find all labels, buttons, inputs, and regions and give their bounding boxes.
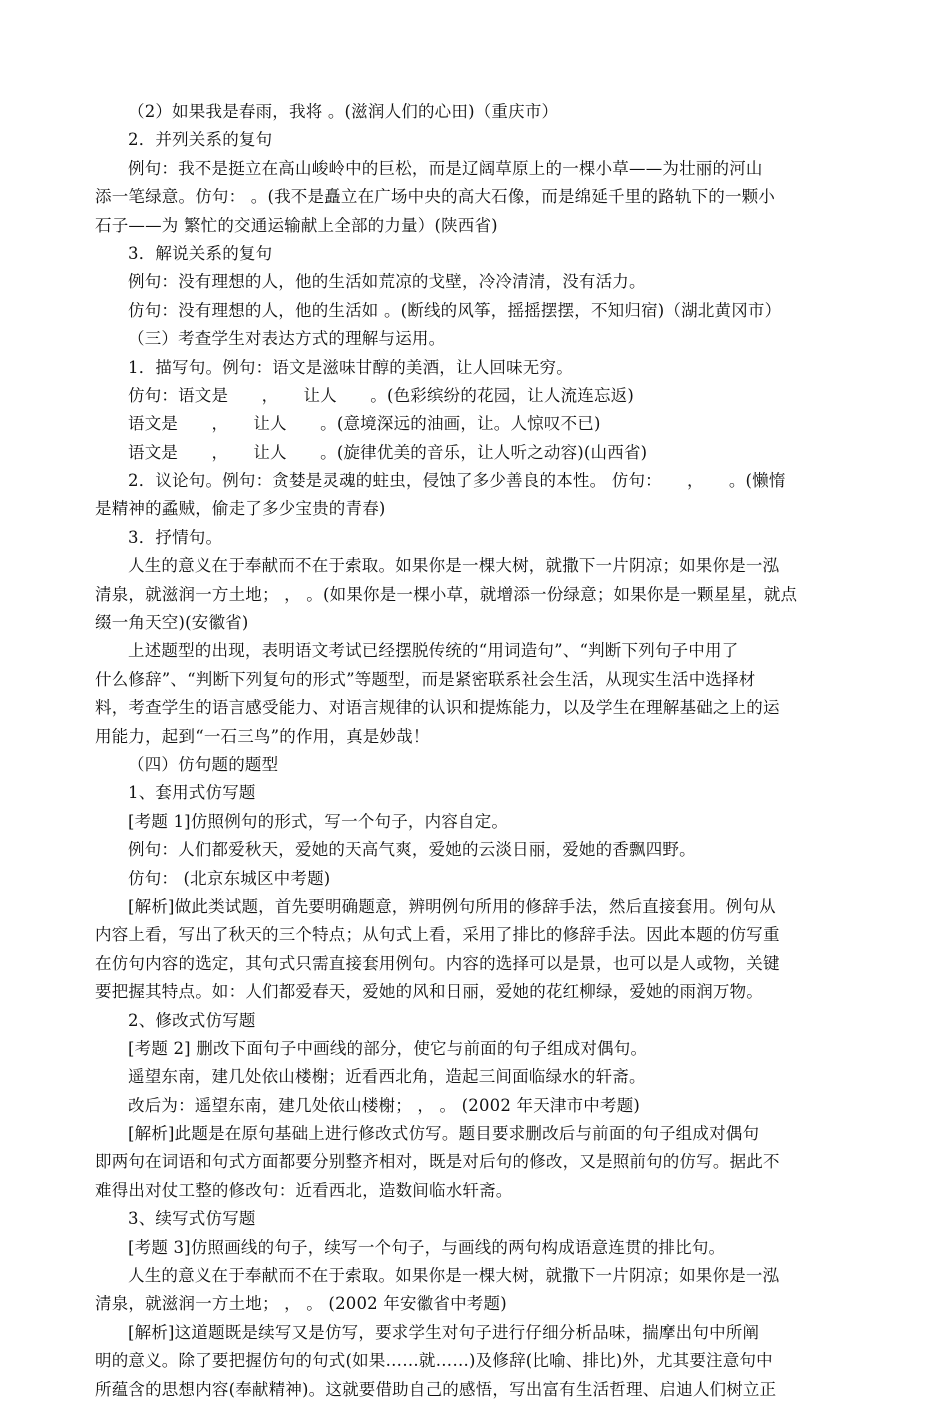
text-line: 3．抒情句。 [128, 527, 223, 547]
text-line: 石子——为 繁忙的交通运输献上全部的力量）(陕西省) [95, 215, 498, 235]
text-line: 仿句：没有理想的人，他的生活如 。(断线的风筝，摇摇摆摆，不知归宿)（湖北黄冈市） [128, 300, 782, 320]
text-line: 2．议论句。例句：贪婪是灵魂的蛀虫，侵蚀了多少善良的本性。 仿句： ， 。(懒惰 [128, 471, 786, 491]
text-line: 所蕴含的思想内容(奉献精神)。这就要借助自己的感悟，写出富有生活哲理、启迪人们树立正 [95, 1379, 777, 1399]
text-line: 例句：我不是挺立在高山峻岭中的巨松，而是辽阔草原上的一棵小草——为壮丽的河山 [128, 158, 763, 178]
text-line: 1．描写句。例句：语文是滋味甘醇的美酒，让人回味无穷。 [128, 357, 573, 377]
text-line: 在仿句内容的选定，其句式只需直接套用例句。内容的选择可以是景，也可以是人或物，关键 [95, 953, 780, 973]
text-line: [解析]做此类试题，首先要明确题意，辨明例句所用的修辞手法，然后直接套用。例句从 [128, 896, 776, 916]
text-line: [考题 2] 删改下面句子中画线的部分，使它与前面的句子组成对偶句。 [128, 1038, 648, 1058]
document-page [95, 98, 863, 1404]
text-line: 料，考查学生的语言感受能力、对语言规律的认识和提炼能力，以及学生在理解基础之上的运 [95, 698, 780, 718]
text-line: 2．并列关系的复句 [128, 130, 273, 150]
text-line: 清泉，就滋润一方土地； ， 。 (2002 年安徽省中考题) [95, 1294, 507, 1314]
text-line: 语文是 ， 让人 。(意境深远的油画，让。人惊叹不已) [128, 414, 601, 434]
text-line: 上述题型的出现，表明语文考试已经摆脱传统的“用词造句”、“判断下列句子中用了 [128, 641, 739, 661]
text-line: 改后为：遥望东南，建几处依山楼榭； ， 。 (2002 年天津市中考题) [128, 1095, 641, 1115]
text-line: [解析]此题是在原句基础上进行修改式仿写。题目要求删改后与前面的句子组成对偶句 [128, 1124, 760, 1144]
text-line: 什么修辞”、“判断下列复句的形式”等题型，而是紧密联系社会生活，从现实生活中选择材 [95, 669, 756, 689]
text-line: 2、修改式仿写题 [128, 1010, 256, 1030]
text-line: 添一笔绿意。仿句： 。(我不是矗立在广场中央的高大石像，而是绵延千里的路轨下的一颗小 [95, 187, 776, 207]
text-line: 即两句在词语和句式方面都要分别整齐相对，既是对后句的修改，又是照前句的仿写。据此不 [95, 1152, 780, 1172]
text-line: 内容上看，写出了秋天的三个特点；从句式上看，采用了排比的修辞手法。因此本题的仿写重 [95, 925, 780, 945]
text-line: [考题 1]仿照例句的形式，写一个句子，内容自定。 [128, 811, 509, 831]
text-line: 语文是 ， 让人 。(旋律优美的音乐，让人听之动容)(山西省) [128, 442, 648, 462]
text-line: 人生的意义在于奉献而不在于索取。如果你是一棵大树，就撒下一片阴凉；如果你是一泓 [128, 1266, 780, 1286]
text-line: 要把握其特点。如：人们都爱春天，爱她的风和日丽，爱她的花红柳绿，爱她的雨润万物。 [95, 982, 763, 1002]
text-line: 3．解说关系的复句 [128, 243, 273, 263]
text-line: （四）仿句题的题型 [128, 754, 279, 774]
text-line: 例句：人们都爱秋天，爱她的天高气爽，爱她的云淡日丽，爱她的香飘四野。 [128, 840, 696, 860]
text-line: 明的意义。除了要把握仿句的句式(如果……就……)及修辞(比喻、排比)外，尤其要注意句中 [95, 1351, 773, 1371]
text-line: 例句：没有理想的人，他的生活如荒凉的戈壁，冷冷清清，没有活力。 [128, 272, 646, 292]
text-line: 缀一角天空)(安徽省) [95, 613, 249, 633]
text-line: 仿句： (北京东城区中考题) [128, 868, 331, 888]
text-line: 1、套用式仿写题 [128, 783, 256, 803]
text-line: 仿句：语文是 ， 让人 。(色彩缤纷的花园，让人流连忘返) [128, 385, 635, 405]
text-line: [解析]这道题既是续写又是仿写，要求学生对句子进行仔细分析品味，揣摩出句中所阐 [128, 1322, 760, 1342]
text-line: 用能力，起到“一石三鸟”的作用，真是妙哉！ [95, 726, 430, 746]
text-line: 人生的意义在于奉献而不在于索取。如果你是一棵大树，就撒下一片阴凉；如果你是一泓 [128, 556, 780, 576]
text-line: （2）如果我是春雨，我将 。(滋润人们的心田)（重庆市） [128, 102, 559, 121]
text-line: 遥望东南，建几处依山楼榭；近看西北角，造起三间面临绿水的轩斋。 [128, 1067, 646, 1087]
text-line: 3、续写式仿写题 [128, 1209, 256, 1229]
text-line: [考题 3]仿照画线的句子，续写一个句子，与画线的两句构成语意连贯的排比句。 [128, 1237, 726, 1257]
text-line: 是精神的蟊贼，偷走了多少宝贵的青春) [95, 499, 386, 519]
text-line: 清泉，就滋润一方土地； ， 。(如果你是一棵小草，就增添一份绿意；如果你是一颗星星，就点 [95, 584, 798, 604]
text-line: （三）考查学生对表达方式的理解与运用。 [128, 329, 446, 349]
text-line: 难得出对仗工整的修改句：近看西北，造数间临水轩斋。 [95, 1180, 513, 1200]
